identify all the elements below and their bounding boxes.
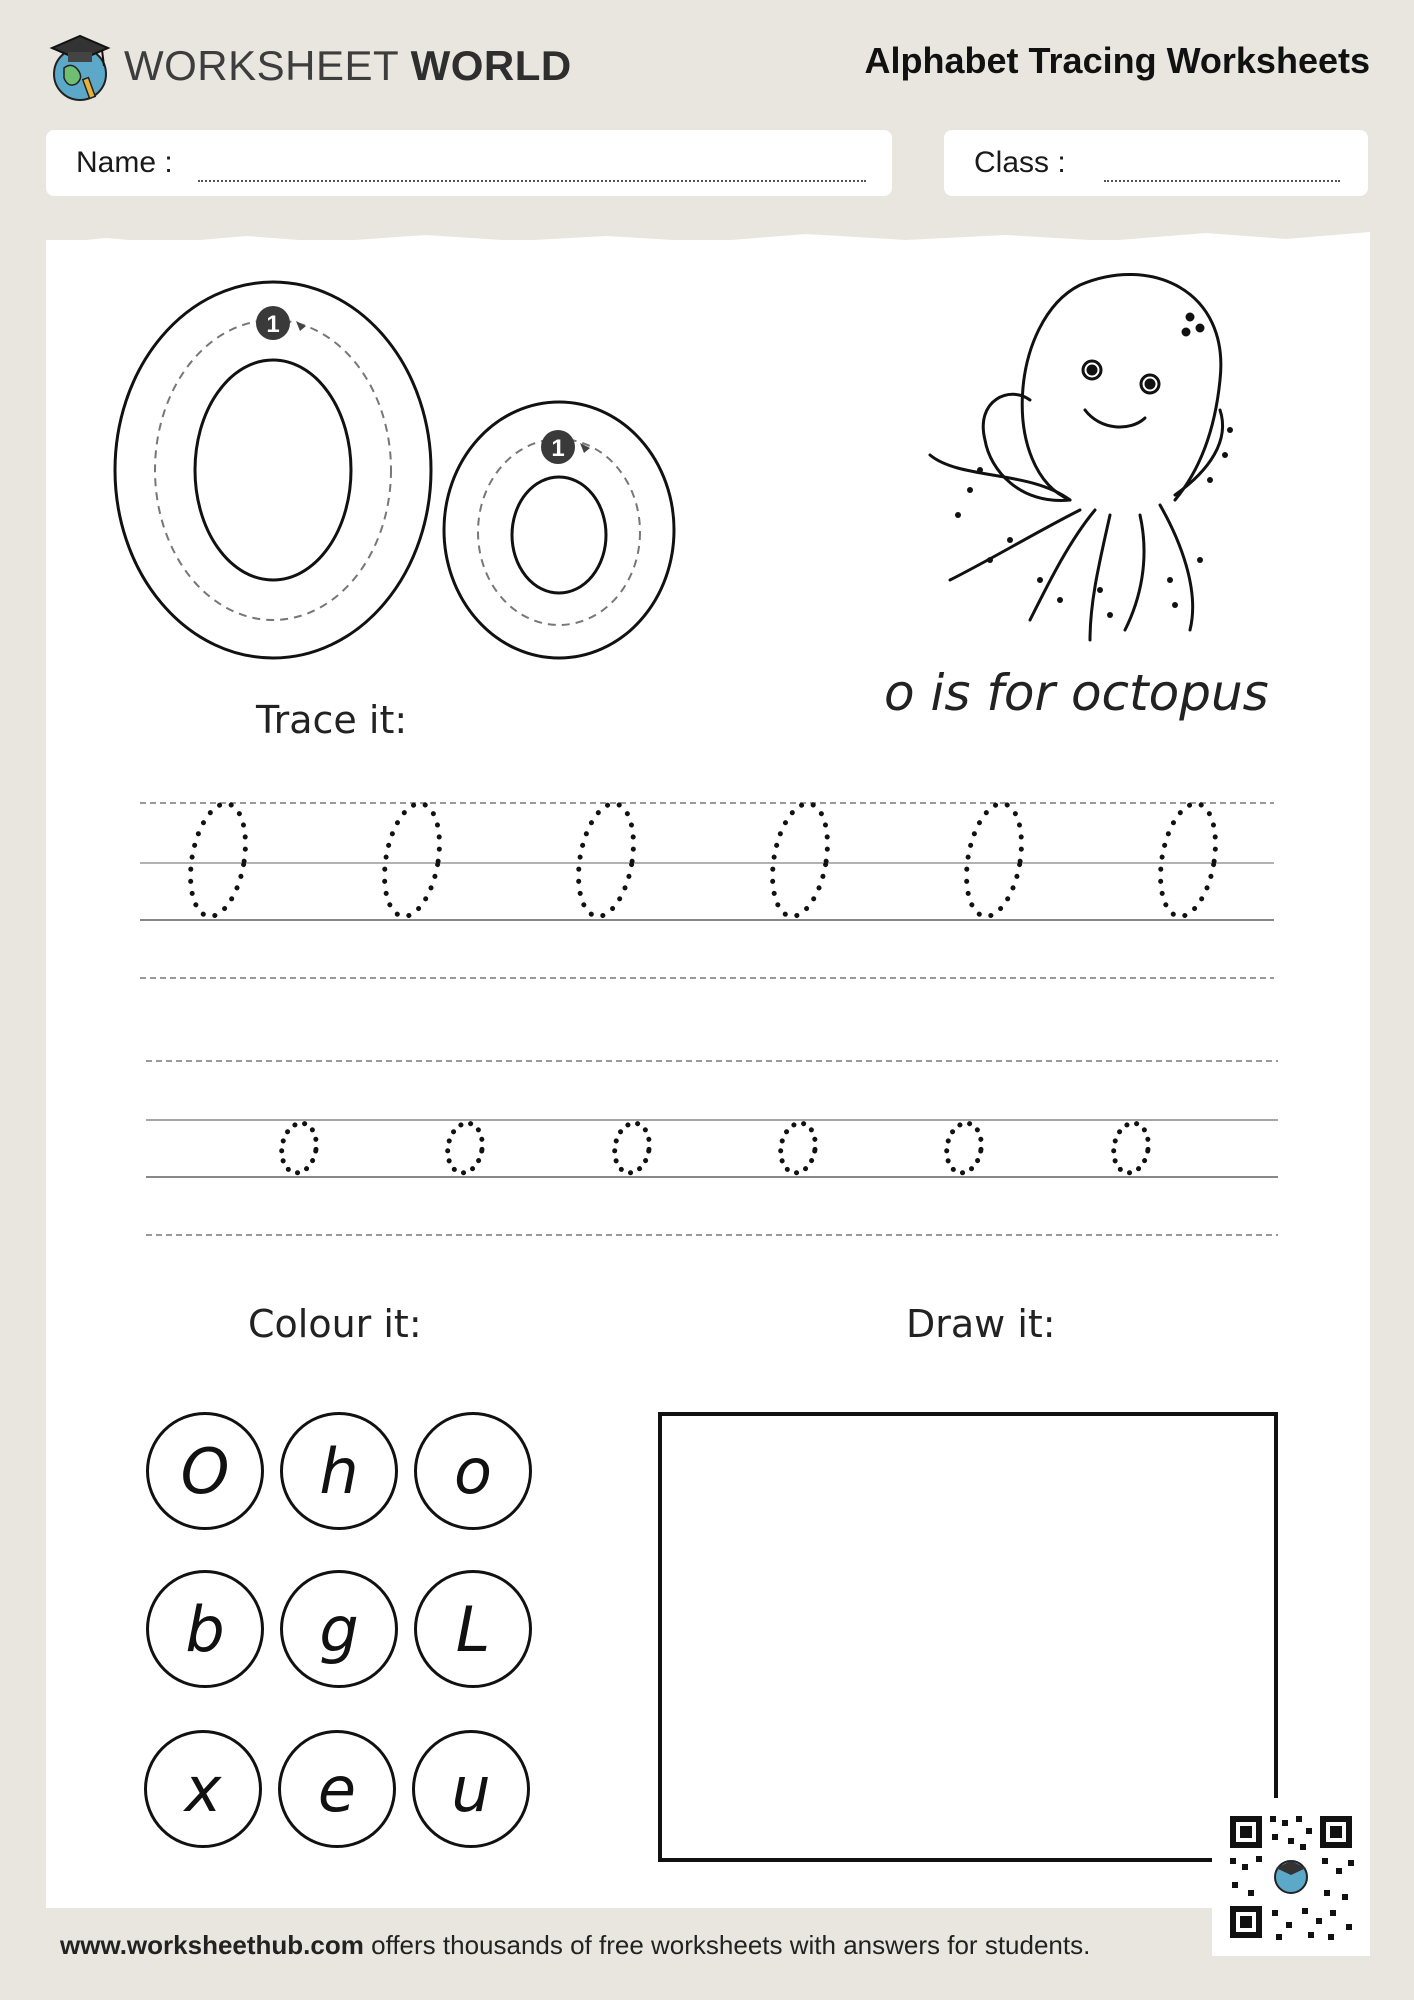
octopus-icon — [930, 274, 1223, 640]
colour-circle[interactable]: e — [278, 1730, 396, 1848]
lowercase-stroke-number: 1 — [551, 435, 565, 462]
qr-code-icon[interactable] — [1212, 1798, 1370, 1956]
picture-caption: o is for octopus — [884, 664, 1269, 722]
uppercase-stroke-number-badge — [256, 306, 290, 340]
brand-name-bold: WORLD — [410, 42, 572, 89]
draw-label: Draw it: — [906, 1302, 1056, 1346]
lowercase-trace-letters — [278, 1120, 1152, 1175]
uppercase-stroke-number: 1 — [266, 311, 280, 338]
colour-circle[interactable]: O — [146, 1412, 264, 1530]
draw-area[interactable] — [658, 1412, 1278, 1862]
uppercase-trace-letters — [182, 799, 1223, 920]
colour-circle[interactable]: o — [414, 1412, 532, 1530]
footer — [60, 1930, 1090, 1961]
colour-circle[interactable]: g — [280, 1570, 398, 1688]
lowercase-stroke-number-badge — [541, 430, 575, 464]
class-label: Class : — [974, 146, 1066, 179]
document-title: Alphabet Tracing Worksheets — [864, 40, 1370, 81]
colour-circle[interactable]: x — [144, 1730, 262, 1848]
trace-label: Trace it: — [256, 698, 408, 742]
colour-circle[interactable]: L — [414, 1570, 532, 1688]
colour-label: Colour it: — [248, 1302, 422, 1346]
brand-name-regular: WORKSHEET — [124, 42, 399, 89]
colour-circle[interactable]: h — [280, 1412, 398, 1530]
footer-site-link[interactable]: www.worksheethub.com — [60, 1930, 364, 1960]
colour-circle[interactable]: b — [146, 1570, 264, 1688]
footer-text: offers thousands of free worksheets with answers for students. — [371, 1930, 1091, 1960]
uppercase-trace-lines — [140, 803, 1274, 978]
name-label: Name : — [76, 146, 173, 179]
colour-circle[interactable]: u — [412, 1730, 530, 1848]
